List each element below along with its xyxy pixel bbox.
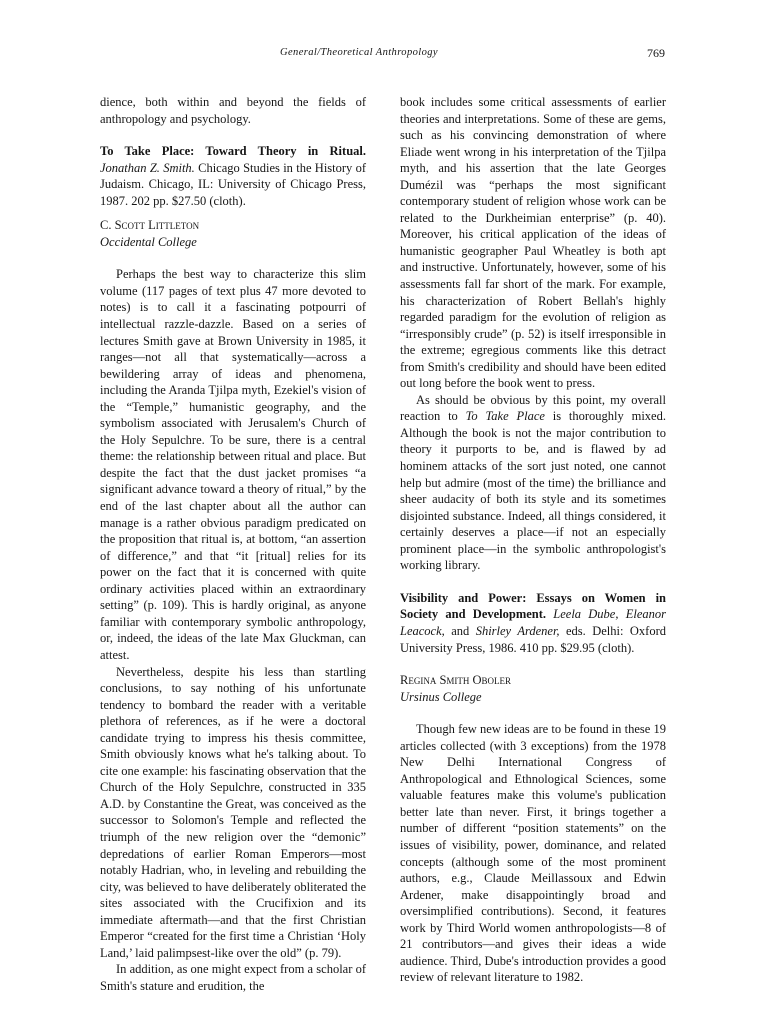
book-author: Jonathan Z. Smith.: [100, 160, 195, 175]
book-editor: Leela Dube,: [553, 607, 619, 622]
reviewer-affiliation: Ursinus College: [400, 689, 482, 704]
conjunction: and: [444, 623, 476, 638]
right-column: [400, 94, 666, 986]
reviewer-name: C. Scott Littleton: [100, 218, 200, 233]
continuation-text: dience, both within and beyond the fields of anthropology and psychology.: [100, 95, 366, 126]
running-head: General/Theoretical Anthropology: [280, 47, 438, 58]
book-title-inline: To Take Place: [465, 409, 545, 424]
paragraph-text: is thoroughly mixed. Although the book is not the major contribution to theory it purports to be, and is flawed by ad hominem attacks of the sort just noted, one cannot help but admire (most of the time) the brilliance and sheer audacity of both its style and its sometimes disjointed substance. Indeed, all things considered, it certainly deserves a place—if not an especially prominent place—in the symbolic anthropologist's working library.: [400, 409, 666, 573]
book-title: To Take Place: Toward Theory in Ritual.: [100, 144, 366, 159]
page-number: 769: [647, 46, 665, 60]
review-paragraph: Perhaps the best way to characterize this slim volume (117 pages of text plus 47 more devoted to notes) is to call it a fascinating potpourri of intellectual razzle-dazzle. Based on a series of lectures Smith gave at Brown University in 1985, it ranges—not all that systematically—across a bewildering array of ideas and phenomena, including the Aranda Tjilpa myth, Ezekiel's vision of the “Temple,” humanistic geography, and the symbolism associated with Jerusalem's Church of the Holy Sepulchre. To be sure, there is a central theme: the relationship between ritual and place. But despite the fact that the dust jacket promises “a significant advance toward a theory of ritual,” by the end of the last chapter about all the author can manage is a rather obvious paradigm predicated on the proposition that ritual is, at bottom, “an assertion of difference,” and that “it [ritual] relies for its power on the fact that it is concerned with quite ordinary activities placed within an extraordinary setting” (p. 109). This is hardly original, as anyone familiar with contemporary symbolic anthropology, or, indeed, the ideas of the late Max Gluckman, can attest.: [100, 267, 366, 662]
continuation-text: book includes some critical assessments of earlier theories and interpretations. Some of these are gems, such as his convincing demonstration of where Eliade went wrong in his interpretation of the Tjilpa myth, and his assertion that the late Georges Dumézil was “perhaps the most significant contemporary student of religion whose work can be related to the Durkheimian enterprise” (p. 40). Moreover, his critical application of the ideas of humanistic geographer Paul Wheatley is both apt and instructive. Unfortunately, however, some of his assessments fall far short of the mark. For example, his characterization of Robert Bellah's highly regarded paradigm for the evolution of religion as “irresponsibly crude” (p. 52) is itself irresponsible in the extreme; egregious comments like this detract from Smith's credibility and should have been edited out long before the book went to press.: [400, 95, 666, 391]
book-editor: Shirley Ardener,: [475, 623, 560, 638]
reviewer-name: Regina Smith Oboler: [400, 673, 512, 688]
review-entry: [400, 590, 666, 986]
left-column: [100, 94, 366, 994]
review-paragraph: Nevertheless, despite his less than startling conclusions, to say nothing of his unfortunate tendency to bombard the reader with a veritable plethora of references, as if he were a doctoral candidate trying to impress his thesis committee, Smith obviously knows what he's talking about. To cite one example: his fascinating observation that the Church of the Holy Sepulchre, constructed in 335 A.D. by Constantine the Great, was conceived as the successor to Solomon's Temple and reflected the triumph of the new religion over the “demonic” depredations of earlier Roman Emperors—most notably Hadrian, who, in leveling and rebuilding the city, was believed to have deliberately obliterated the sites associated with the Crucifixion and its immediate aftermath—and that the first Christian Emperor “created for the first time a Christian ‘Holy Land,’ laid palimpsest-like over the old” (p. 79).: [100, 664, 366, 960]
review-paragraph: Though few new ideas are to be found in these 19 articles collected (with 3 exceptions) from the 1978 New Delhi International Congress of Anthropological and Ethnological Sciences, some valuable features make this volume's publication better late than never. First, it brings together a number of different “position statements” on the issues of visibility, power, dominance, and related concepts (although some of the most prominent authors, e.g., Claude Meillassoux and Edwin Ardener, make disappointingly broad and oversimplified contributions). Second, it features work by Third World women anthropologists—8 of 21 contributors—and gives their ideas a wide audience. Third, Dube's introduction provides a good review of relevant literature to 1982.: [400, 722, 666, 985]
reviewer-affiliation: Occidental College: [100, 234, 197, 249]
review-paragraph: [400, 392, 666, 574]
book-citation: [100, 143, 366, 209]
book-editor: Eleanor Leacock,: [400, 607, 666, 638]
reviewer-block: [400, 672, 666, 705]
book-citation: [400, 590, 666, 656]
paragraph-text: As should be obvious by this point, my overall reaction to: [400, 392, 666, 424]
review-entry: [100, 143, 366, 994]
review-paragraph: In addition, as one might expect from a scholar of Smith's stature and erudition, the: [100, 962, 366, 993]
page-header: [100, 47, 665, 63]
publication-info: eds. Delhi: Oxford University Press, 1986. 410 pp. $29.95 (cloth).: [400, 623, 666, 655]
reviewer-block: [100, 217, 366, 250]
publication-info: Chicago Studies in the History of Judaism. Chicago, IL: University of Chicago Press, 1987. 202 pp. $27.50 (cloth).: [100, 160, 367, 208]
book-title: Visibility and Power: Essays on Women in Society and Development.: [400, 590, 666, 622]
